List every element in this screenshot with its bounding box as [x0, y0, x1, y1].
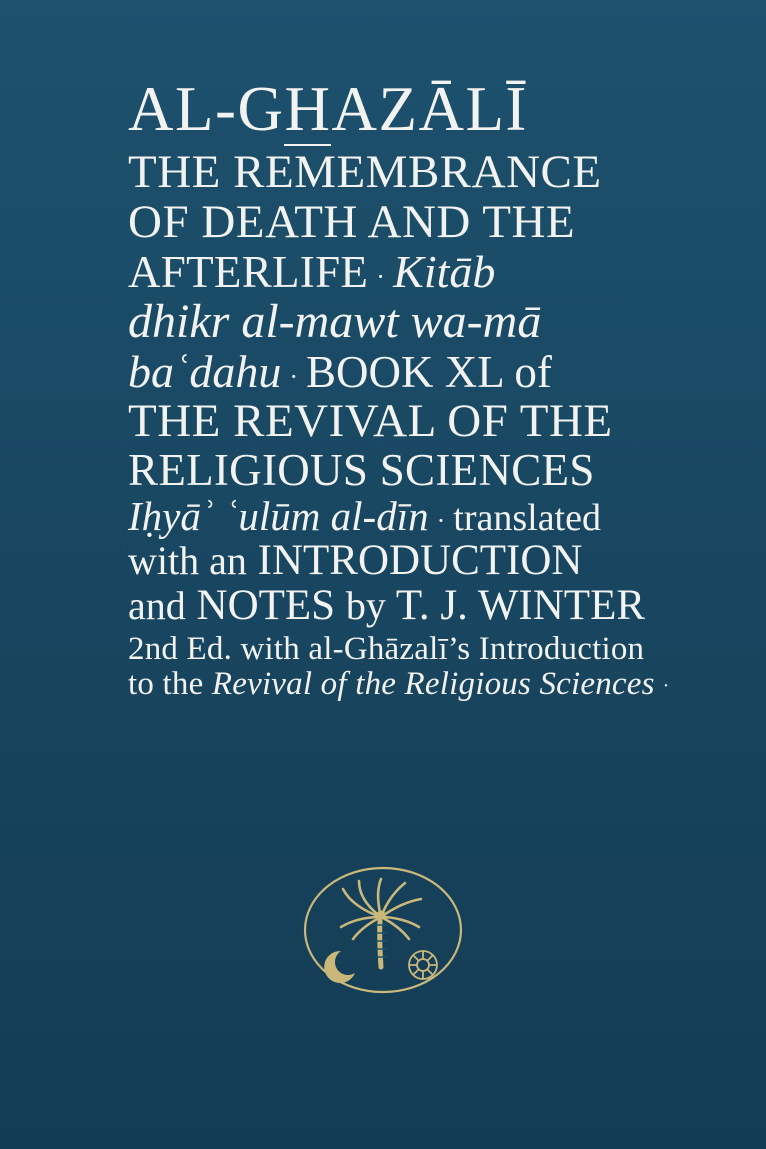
separator-dot-icon-2: · [289, 361, 298, 391]
arabic-title-line-3 [128, 346, 656, 397]
author-name [128, 74, 656, 144]
author-part-1: AL-G [128, 74, 285, 144]
edition-line-2 [128, 666, 670, 702]
intro-prefix: with an [128, 538, 247, 583]
introduction-line [128, 539, 656, 582]
book-number: BOOK XL of [306, 347, 552, 397]
arabic-work-title: Iḥyāʾ ʿulūm al-dīn [128, 493, 429, 539]
end-dot-icon: · [662, 675, 670, 698]
work-line-1: THE REVIVAL OF THE [128, 395, 613, 447]
arabic-title-start: Kitāb [393, 246, 496, 297]
title-afterlife: AFTERLIFE [128, 247, 369, 297]
edition-prefix: to the [128, 666, 212, 702]
notes-and-translator-line [128, 584, 656, 627]
title-line-3 [128, 246, 656, 297]
palm-tree-and-crescent-emblem-icon [293, 855, 473, 1005]
arabic-title-end: baʿdahu [128, 346, 282, 397]
title-line-2: OF DEATH AND THE [128, 196, 576, 248]
translated-label: translated [453, 497, 601, 539]
notes-prefix: and [128, 583, 186, 628]
title-block [128, 74, 670, 702]
title-line-1: THE REMEMBRANCE [128, 146, 602, 198]
intro-word: INTRODUCTION [257, 537, 583, 584]
edition-work-title: Revival of the Religious Sciences [211, 666, 655, 702]
author-underlined-letter: H [284, 74, 332, 144]
arabic-work-and-translated [128, 493, 656, 539]
by-label: by [345, 583, 386, 628]
translator-name: T. J. WINTER [395, 582, 646, 629]
edition-line-1: 2nd Ed. with al-Ghāzalī’s Introduction [128, 631, 645, 667]
author-part-2: AZĀLĪ [331, 74, 528, 144]
work-line-2: RELIGIOUS SCIENCES [128, 445, 595, 495]
notes-word: NOTES [196, 582, 336, 629]
separator-dot-icon-3: · [436, 505, 446, 535]
separator-dot-icon: · [376, 261, 386, 291]
arabic-title-line-2: dhikr al-mawt wa-mā [128, 295, 542, 348]
